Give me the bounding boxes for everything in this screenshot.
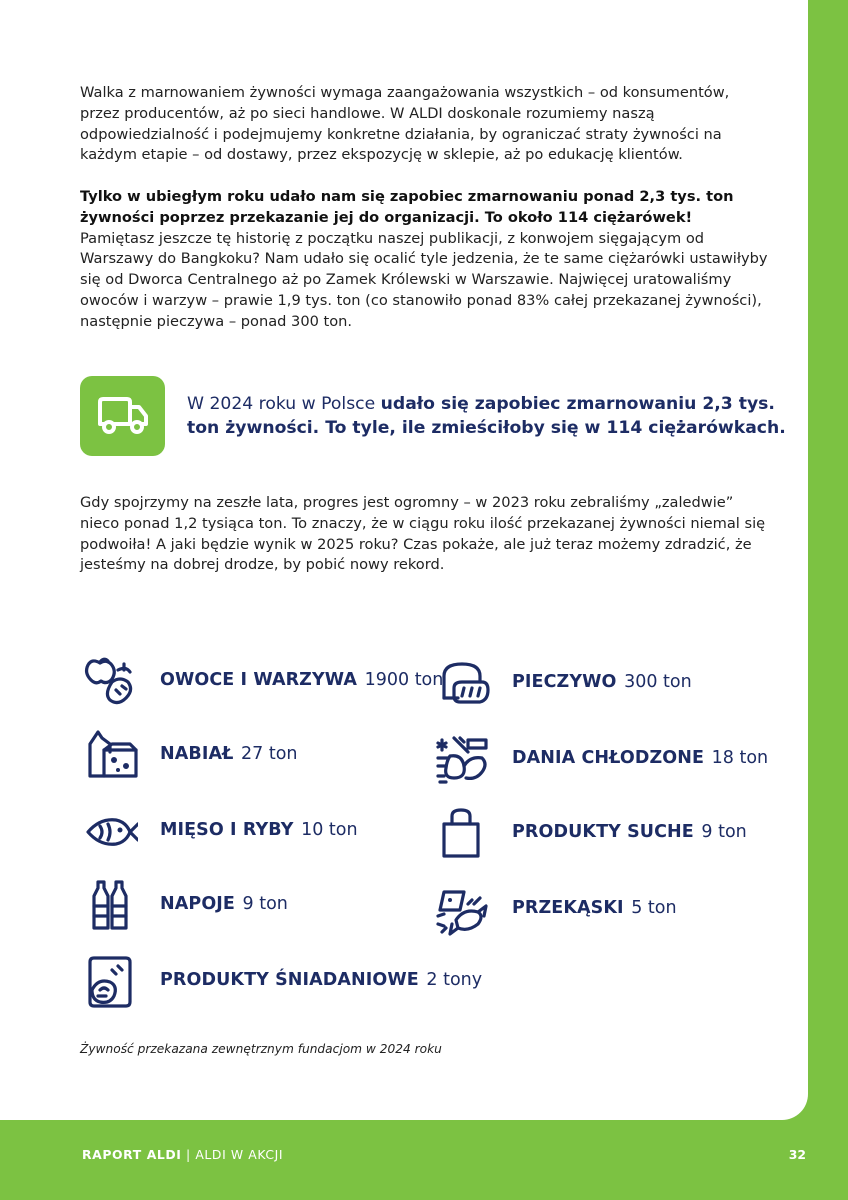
category-value: 9 ton <box>242 894 288 914</box>
category-label <box>160 970 482 990</box>
category-name: NAPOJE <box>160 894 235 914</box>
fish-icon <box>82 806 138 858</box>
results-bold-text: Tylko w ubiegłym roku udało nam się zapobiec zmarnowaniu ponad 2,3 tys. ton żywności poprzez przekazanie jej do organizacji. To około 114 ciężarówek! <box>80 188 734 226</box>
footer-separator: | <box>181 1147 196 1162</box>
category-name: DANIA CHŁODZONE <box>512 748 705 768</box>
category-label <box>512 898 677 918</box>
category-label <box>160 894 288 914</box>
category-label <box>160 670 443 690</box>
truck-icon-box <box>80 376 165 456</box>
category-name: OWOCE I WARZYWA <box>160 670 358 690</box>
chilled-meal-icon <box>434 734 490 786</box>
category-name: PRODUKTY ŚNIADANIOWE <box>160 970 419 990</box>
shopping-bag-icon <box>434 808 490 860</box>
category-value: 300 ton <box>624 672 692 692</box>
highlight-bold-2: To tyle, ile zmieściłoby się w 114 ciężarówkach. <box>319 417 786 438</box>
category-value: 10 ton <box>301 820 358 840</box>
category-label <box>512 748 768 768</box>
category-value: 2 tony <box>426 970 483 990</box>
bread-icon <box>434 658 490 710</box>
highlight-text <box>187 393 787 440</box>
page-number: 32 <box>788 1147 806 1162</box>
category-label <box>160 820 358 840</box>
category-label <box>160 744 298 764</box>
truck-icon <box>96 396 150 436</box>
category-name: PRZEKĄSKI <box>512 898 624 918</box>
highlight-plain: W 2024 roku w Polsce <box>187 394 381 414</box>
bottles-icon <box>82 880 138 932</box>
footer-title <box>82 1147 283 1162</box>
category-value: 18 ton <box>711 748 769 768</box>
footer-brand: RAPORT ALDI <box>82 1147 182 1162</box>
breakfast-icon <box>82 956 138 1008</box>
category-name: PIECZYWO <box>512 672 617 692</box>
snacks-icon <box>434 884 490 936</box>
category-value: 5 ton <box>631 898 677 918</box>
highlight-bold-1: udało się zapobiec zmarnowaniu 2,3 tys. ton żywności. <box>187 394 775 438</box>
highlight-box <box>80 376 786 456</box>
category-value: 1900 ton <box>364 670 444 690</box>
category-name: NABIAŁ <box>160 744 234 764</box>
category-label <box>512 672 692 692</box>
table-note: Żywność przekazana zewnętrznym fundacjom w 2024 roku <box>80 1042 442 1056</box>
progress-paragraph: Gdy spojrzymy na zeszłe lata, progres jest ogromny – w 2023 roku zebraliśmy „zaledwie” nieco ponad 1,2 tysiąca ton. To znaczy, że w ciągu roku ilość przekazanej żywności niemal się podwoiła! A jaki będzie wynik w 2025 roku? Czas pokaże, ale już teraz możemy zdradzić, że jesteśmy na dobrej drodze, by pobić nowy rekord. <box>80 494 766 574</box>
intro-paragraph: Walka z marnowaniem żywności wymaga zaangażowania wszystkich – od konsumentów, przez producentów, aż po sieci handlowe. W ALDI doskonale rozumiemy naszą odpowiedzialność i podejmujemy konkretne działania, by ograniczać straty żywności na każdym etapie – od dostawy, przez ekspozycję w sklepie, aż po edukację klientów. <box>80 84 730 164</box>
category-value: 27 ton <box>241 744 298 764</box>
dairy-icon <box>82 730 138 782</box>
footer-section: ALDI W AKCJI <box>195 1147 284 1162</box>
category-value: 9 ton <box>701 822 747 842</box>
category-name: PRODUKTY SUCHE <box>512 822 694 842</box>
category-name: MIĘSO I RYBY <box>160 820 294 840</box>
fruit-vegetable-icon <box>82 656 138 708</box>
results-text: Pamiętasz jeszcze tę historię z początku naszej publikacji, z konwojem sięgającym od Warszawy do Bangkoku? Nam udało się ocalić tyle jedzenia, że te same ciężarówki ustawiłyby się od Dworca Centralnego aż po Zamek Królewski w Warszawie. Najwięcej uratowaliśmy owoców i warzyw – prawie 1,9 tys. ton (co stanowiło ponad 83% całej przekazanej żywności), następnie pieczywa – ponad 300 ton. <box>80 229 768 330</box>
category-label <box>512 822 747 842</box>
results-paragraph <box>80 187 770 333</box>
